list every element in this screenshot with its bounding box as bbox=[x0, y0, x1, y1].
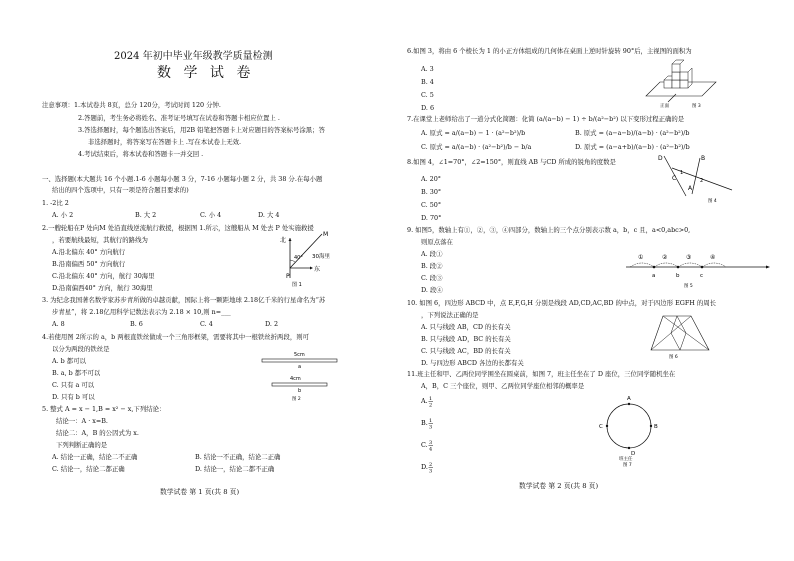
segment-2-label: ② bbox=[662, 254, 668, 261]
q1-option-a: A. 小 2 bbox=[52, 211, 74, 219]
distance-label: 30海里 bbox=[312, 254, 330, 260]
point-c-label: C bbox=[672, 175, 677, 182]
question-4-stem: 以分为两段的铁丝是 bbox=[52, 345, 110, 353]
q10-option-c: C. 只与线段 AC，BD 的长有关 bbox=[421, 347, 511, 355]
segment-1-label: ① bbox=[638, 254, 644, 261]
notice-line: 4.考试结束后，将本试卷和答题卡一并交回 . bbox=[78, 150, 204, 158]
wire-b-length: 4cm bbox=[290, 376, 301, 382]
point-b-label: B bbox=[701, 155, 706, 162]
question-9-stem: 则原点落在 bbox=[421, 238, 453, 246]
svg-text:2: 2 bbox=[429, 402, 433, 409]
angle-label: 40° bbox=[294, 255, 303, 261]
q9-option-a: A. 段① bbox=[421, 250, 443, 258]
wire-b-name: b bbox=[298, 388, 302, 394]
wire-a-name: a bbox=[298, 364, 302, 370]
notice-line: 2.答题前，考生务必将姓名、准考证号填写在试卷和答题卡相应位置上 . bbox=[78, 114, 280, 122]
q8-option-d: D. 70° bbox=[421, 214, 442, 222]
q7-option-b: B. 原式 = (a−a−b)/(a−b) · (a²−b²)/b bbox=[575, 129, 690, 137]
point-m-label: M bbox=[323, 231, 329, 238]
q11-options bbox=[421, 395, 461, 485]
question-4-stem: 4.若使用图 2所示的 a，b 两根直铁丝做成一个三角形框架，需要将其中一根铁丝折两段，则可 bbox=[42, 333, 310, 341]
question-5-conclusion: 结论一：A · x=B. bbox=[56, 417, 108, 425]
seat-b-label: B bbox=[654, 424, 658, 430]
svg-text:1: 1 bbox=[429, 396, 433, 402]
segment-3-label: ③ bbox=[686, 254, 692, 261]
figure-7-round-table bbox=[587, 388, 677, 466]
svg-text:1: 1 bbox=[429, 418, 433, 424]
question-8-stem: 8.如图 4，∠1=70°，∠2=150°，则直线 AB 与CD 所成的锐角的度数是 bbox=[407, 158, 616, 166]
q11-option-c bbox=[421, 440, 433, 453]
figure-3-cubes bbox=[642, 58, 722, 110]
q11-option-b bbox=[421, 418, 433, 431]
point-a-label: A bbox=[688, 185, 693, 192]
notice-line: 注意事项：1.本试卷共 8页，总分 120分，考试时间 120 分钟. bbox=[42, 101, 221, 109]
figure-1-caption: 图 1 bbox=[292, 282, 302, 288]
figure-4-lines bbox=[652, 150, 742, 205]
q3-option-a: A. 8 bbox=[52, 320, 65, 328]
question-10-stem: ，下列说法正确的是 bbox=[421, 311, 479, 319]
seat-c-label: C bbox=[599, 424, 603, 430]
question-11-stem: A，B，C 三个座位，则甲、乙两位同学座位相邻的概率是 bbox=[421, 382, 585, 390]
point-a-label: a bbox=[652, 273, 656, 279]
q7-option-a: A. 原式 = a/(a−b) − 1 · (a²−b²)/b bbox=[421, 129, 526, 137]
angle-2-label: 2 bbox=[700, 178, 704, 184]
q9-option-d: D. 段④ bbox=[421, 286, 443, 294]
figure-1-compass bbox=[270, 228, 370, 290]
svg-text:3: 3 bbox=[429, 440, 433, 446]
q6-option-d: D. 6 bbox=[421, 104, 435, 112]
q1-option-b: B. 大 2 bbox=[135, 211, 157, 219]
figure-5-caption: 图 5 bbox=[684, 284, 693, 289]
figure-4-caption: 图 4 bbox=[708, 199, 717, 204]
section-heading: 一、选择题(本大题共 16 个小题.1-6 小题每小题 3 分，7-16 小题每小题 2 分，共 38 分.在每小题 bbox=[42, 175, 323, 183]
point-b-label: b bbox=[676, 273, 680, 279]
section-heading: 给出的四个选项中，只有一项是符合题目要求的) bbox=[52, 186, 189, 194]
q5-option-c: C. 结论一，结论二都正确 bbox=[52, 465, 125, 473]
figure-6-quadrilateral bbox=[647, 312, 717, 360]
east-label: 东 bbox=[314, 266, 321, 273]
point-c-label: c bbox=[700, 273, 704, 279]
north-label: 北 bbox=[280, 237, 287, 244]
q4-option-c: C. 只有 a 可以 bbox=[52, 381, 95, 389]
question-10-stem: 10. 如图 6，四边形 ABCD 中，点 E,F,G,H 分别是线段 AD,CD,AC,BD 的中点，对于四边形 EGFH 的周长 bbox=[407, 299, 717, 307]
q6-option-b: B. 4 bbox=[421, 78, 434, 86]
figure-2-wires bbox=[260, 350, 340, 402]
q4-option-d: D. 只有 b 可以 bbox=[52, 393, 95, 401]
question-6-stem: 6.如图 3，将由 6 个棱长为 1 的小正方体组成的几何体在桌面上逆时针旋转 90°后，主视图的面积为 bbox=[407, 47, 692, 55]
exam-subtitle: 数 学 试 卷 bbox=[157, 65, 255, 81]
question-3-stem: 步青星”，将 2.18亿用科学记数法表示为 2.18 × 10,则 n=___ bbox=[52, 308, 231, 316]
q2-option-c: C.沿北偏东 40° 方向，航行 30海里 bbox=[52, 272, 155, 280]
question-1-stem: 1. -2比 2 bbox=[42, 199, 69, 207]
page-footer: 数学试卷 第 1 页(共 8 页) bbox=[160, 488, 240, 496]
q8-option-b: B. 30° bbox=[421, 188, 442, 196]
question-7-stem: 7.在课堂上老师给出了一道分式化简题：化简 (a/(a−b) − 1) ÷ b/(a²−b²) 以下变形过程正确的是 bbox=[407, 115, 685, 123]
q5-option-a: A. 结论一正确，结论二不正确 bbox=[52, 453, 138, 461]
question-3-stem: 3. 为纪念我国著名数学家苏步青所做的卓越贡献，国际上将一颗距地球 2.18亿千米的行星命名为“苏 bbox=[42, 296, 326, 304]
teacher-label: 班主任 bbox=[619, 457, 633, 462]
q3-option-b: B. 6 bbox=[130, 320, 143, 328]
q8-option-a: A. 20° bbox=[421, 175, 442, 183]
notice-line: 3.答选择题时，每个题选出答案后，用2B 铅笔把答题卡上对应题目的答案标号涂黑；答 bbox=[78, 126, 325, 134]
figure-7-caption: 图 7 bbox=[623, 463, 632, 468]
q4-option-b: B. a, b 都不可以 bbox=[52, 369, 101, 377]
q11-option-a bbox=[420, 396, 433, 409]
q9-option-b: B. 段② bbox=[421, 262, 443, 270]
q4-option-a: A. b 都可以 bbox=[52, 357, 86, 365]
figure-3-caption: 图 3 bbox=[692, 104, 701, 109]
q10-option-a: A. 只与线段 AB，CD 的长有关 bbox=[421, 323, 511, 331]
notice-line: 非选择题时，将答案写在答题卡上 .写在本试卷上无效. bbox=[88, 138, 242, 146]
svg-text:3: 3 bbox=[429, 424, 433, 431]
q5-option-d: D. 结论一，结论二都不正确 bbox=[195, 465, 275, 473]
point-d-label: D bbox=[658, 155, 663, 162]
segment-4-label: ④ bbox=[710, 254, 716, 261]
svg-text:B.: B. bbox=[421, 419, 428, 427]
question-2-stem: 2.一艘轮船在P 处向M 处沿直线逆流航行救援，根据图 1.所示，这艘船从 M 处去 P 处实施救援 bbox=[42, 224, 314, 232]
svg-text:2: 2 bbox=[429, 462, 433, 468]
seat-a-label: A bbox=[627, 396, 631, 402]
svg-text:C.: C. bbox=[421, 441, 428, 449]
q5-option-b: B. 结论一不正确，结论二正确 bbox=[195, 453, 281, 461]
q10-option-d: D. 与四边形 ABCD 各边的长都有关 bbox=[421, 359, 524, 367]
q7-option-d: D. 原式 = (a−a+b)/(a−b) · (a²−b²)/b bbox=[575, 143, 690, 151]
q6-option-a: A. 3 bbox=[421, 65, 434, 73]
point-p-label: P bbox=[286, 273, 290, 280]
exam-page-2 bbox=[397, 0, 794, 561]
q9-option-c: C. 段③ bbox=[421, 274, 443, 282]
q7-option-c: C. 原式 = a/(a−b) · (a²−b²)/b − b/a bbox=[421, 143, 532, 151]
figure-6-caption: 图 6 bbox=[669, 355, 678, 360]
figure-2-caption: 图 2 bbox=[292, 397, 301, 402]
page-footer: 数学试卷 第 2 页(共 8 页) bbox=[519, 482, 599, 490]
q2-option-b: B.沿南偏西 50° 方向航行 bbox=[52, 260, 126, 268]
q3-option-d: D. 2 bbox=[265, 320, 279, 328]
q6-option-c: C. 5 bbox=[421, 91, 434, 99]
question-11-stem: 11.班主任和甲、乙两位同学围坐在圆桌前，如图 7，班主任坐在了 D 座位，三位同学随机坐在 bbox=[407, 370, 676, 378]
exam-title: 2024 年初中毕业年级教学质量检测 bbox=[114, 51, 273, 62]
q2-option-a: A.沿北偏东 40° 方向航行 bbox=[52, 248, 126, 256]
q10-option-b: B. 只与线段 AD，BC 的长有关 bbox=[421, 335, 511, 343]
angle-1-label: 1 bbox=[680, 170, 684, 176]
question-2-stem: ，若要航线最短，其航行的路线为 bbox=[52, 236, 148, 244]
svg-text:A.: A. bbox=[421, 397, 428, 405]
q3-option-c: C. 4 bbox=[200, 320, 213, 328]
question-5-stem: 5. 整式 A = x − 1,B = x² − x,下列结论： bbox=[42, 405, 166, 413]
question-5-conclusion: 结论二：A，B 的公因式为 x. bbox=[56, 429, 139, 437]
q8-option-c: C. 50° bbox=[421, 201, 442, 209]
question-5-prompt: 下列判断正确的是 bbox=[56, 441, 108, 449]
svg-text:4: 4 bbox=[429, 446, 433, 453]
seat-d-label: D bbox=[631, 451, 636, 457]
svg-text:3: 3 bbox=[429, 468, 433, 475]
svg-text:D.: D. bbox=[421, 463, 428, 471]
q1-option-c: C. 小 4 bbox=[200, 211, 222, 219]
q1-option-d: D. 大 4 bbox=[258, 211, 280, 219]
question-9-stem: 9. 如图5，数轴上有①，②，③，④四部分，数轴上的三个点分别表示数 a，b，c 且，a<0,abc>0, bbox=[407, 226, 691, 234]
q11-option-d bbox=[421, 462, 433, 475]
figure-5-number-line bbox=[622, 247, 772, 297]
q2-option-d: D.沿南偏西40° 方向，航行 30海里 bbox=[52, 284, 153, 292]
wire-a-length: 5cm bbox=[294, 352, 305, 358]
front-view-label: 正面 bbox=[660, 104, 669, 109]
